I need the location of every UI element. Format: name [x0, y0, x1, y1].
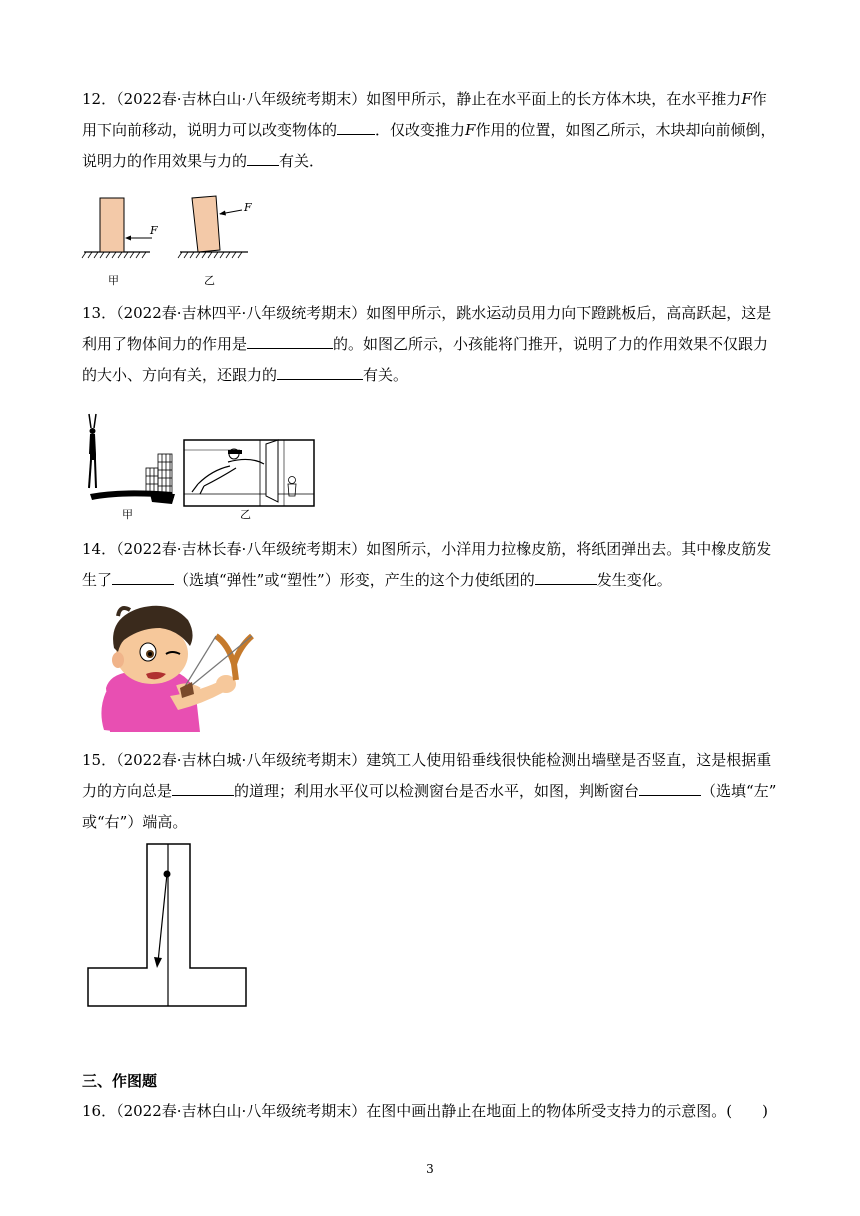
q12-text: 说明力的作用效果与力的 [82, 152, 248, 170]
q15-figure-level-tool [86, 842, 248, 1010]
q12-line-2 [82, 115, 782, 146]
answer-blank[interactable] [337, 120, 375, 135]
question-16 [82, 1096, 782, 1127]
q12-line-3 [82, 146, 782, 177]
q12-force-label-b: F [244, 201, 252, 214]
q14-text: 发生变化。 [596, 571, 672, 589]
answer-blank[interactable] [247, 334, 333, 349]
q13-figure-label-b: 乙 [240, 508, 251, 521]
q14-text: 生了 [82, 571, 113, 589]
question-15 [82, 745, 782, 838]
q12-text: 作用的位置，如图乙所示，木块却向前倾倒， [475, 121, 776, 139]
q12-line-1 [82, 84, 782, 115]
q12-force-symbol: F [465, 121, 476, 139]
q15-text: 力的方向总是 [82, 782, 173, 800]
diver-illustration [89, 414, 96, 488]
q12-figure-label-b: 乙 [204, 274, 215, 287]
question-13 [82, 298, 782, 391]
q14-line-2 [82, 565, 782, 596]
plumb-line [158, 874, 167, 962]
q13-text: 利用了物体间力的作用是 [82, 335, 248, 353]
q12-force-symbol: F [741, 90, 752, 108]
q14-figure-slingshot-boy [100, 600, 260, 732]
q13-figure-label-a: 甲 [122, 508, 133, 521]
q13-figure [80, 410, 316, 522]
q14-line-1: 14．（2022春·吉林长春·八年级统考期末）如图所示，小洋用力拉橡皮筋，将纸团弹出去。其中橡皮筋发 [82, 540, 772, 558]
q12-text: 作 [751, 90, 767, 108]
q13-text: 的大小、方向有关，还跟力的 [82, 366, 278, 384]
answer-blank[interactable] [172, 781, 234, 796]
q16-line-1: 16．（2022春·吉林白山·八年级统考期末）在图中画出静止在地面上的物体所受支持力的示意图。( ) [82, 1102, 769, 1120]
q12-text: 有关． [279, 152, 325, 170]
answer-blank[interactable] [535, 570, 597, 585]
q12-text: 12．（2022春·吉林白山·八年级统考期末）如图甲所示，静止在水平面上的长方体木块，在水平推力 [82, 90, 742, 108]
q14-text: （选填“弹性”或“塑性”）形变，产生的这个力使纸团的 [174, 571, 535, 589]
q13-text: 有关。 [363, 366, 409, 384]
section-heading: 三、作图题 [82, 1072, 158, 1090]
q15-line-3: 或“右”）端高。 [82, 813, 188, 831]
q12-text: 用下向前移动，说明力可以改变物体的 [82, 121, 338, 139]
answer-blank[interactable] [277, 365, 363, 380]
answer-blank[interactable] [247, 151, 279, 166]
q13-line-2 [82, 329, 782, 360]
q13-line-3 [82, 360, 782, 391]
answer-blank[interactable] [112, 570, 174, 585]
q15-text: 的道理；利用水平仪可以检测窗台是否水平，如图，判断窗台 [234, 782, 640, 800]
question-14 [82, 534, 782, 596]
door-scene-illustration [184, 440, 314, 506]
q12-force-label-a: F [150, 224, 158, 237]
q15-text: （选填“左” [701, 782, 777, 800]
q13-line-1: 13．（2022春·吉林四平·八年级统考期末）如图甲所示，跳水运动员用力向下蹬跳板后，高高跃起，这是 [82, 304, 772, 322]
q12-text: ．仅改变推力 [375, 121, 466, 139]
q12-figure-label-a: 甲 [108, 274, 119, 287]
q15-line-1: 15．（2022春·吉林白城·八年级统考期末）建筑工人使用铅垂线很快能检测出墙壁是否竖直，这是根据重 [82, 751, 772, 769]
answer-blank[interactable] [639, 781, 701, 796]
question-12 [82, 84, 782, 177]
q13-text: 的。如图乙所示，小孩能将门推开，说明了力的作用效果不仅跟力 [333, 335, 769, 353]
q12-figure [80, 192, 270, 290]
q15-line-2 [82, 776, 782, 807]
page-number: 3 [426, 1162, 434, 1176]
